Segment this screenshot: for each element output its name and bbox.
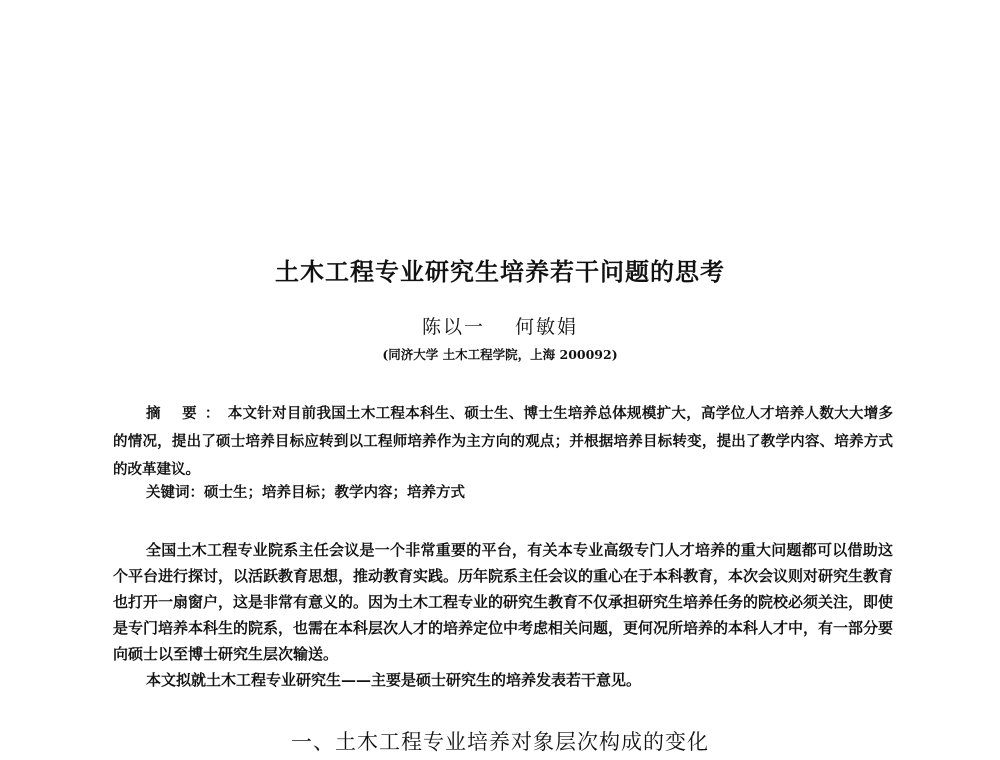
keywords-label: 关键词： bbox=[146, 485, 204, 501]
body-paragraph: 本文拟就土木工程专业研究生——主要是硕士研究生的培养发表若干意见。 bbox=[146, 671, 642, 689]
keywords-text: 硕士生；培养目标；教学内容；培养方式 bbox=[204, 485, 465, 501]
author-affiliation: (同济大学 土木工程学院，上海 200092) bbox=[382, 347, 618, 362]
author-name: 何敏娟 bbox=[515, 316, 579, 338]
paper-title: 土木工程专业研究生培养若干问题的思考 bbox=[275, 258, 725, 286]
author-name: 陈以一 bbox=[421, 316, 485, 338]
abstract-label: 摘 要： bbox=[146, 405, 228, 422]
abstract-block bbox=[113, 400, 893, 484]
section-heading: 一、土木工程专业培养对象层次构成的变化 bbox=[291, 730, 709, 754]
body-text bbox=[113, 537, 893, 693]
abstract-text: 本文针对目前我国土木工程本科生、硕士生、博士生培养总体规模扩大，高学位人才培养人数大大增多的情况，提出了硕士培养目标应转到以工程师培养作为主方向的观点；并根据培养目标转变，提出了教学内容、培养方式的改革建议。 bbox=[113, 405, 893, 478]
body-paragraph: 全国土木工程专业院系主任会议是一个非常重要的平台，有关本专业高级专门人才培养的重大问题都可以借助这个平台进行探讨，以活跃教育思想，推动教育实践。历年院系主任会议的重心在于本科教育，本次会议则对研究生教育也打开一扇窗户，这是非常有意义的。因为土木工程专业的研究生教育不仅承担研究生培养任务的院校必须关注，即使是专门培养本科生的院系，也需在本科层次人才的培养定位中考虑相关问题，更何况所培养的本科人才中，有一部分要向硕士以至博士研究生层次输送。 bbox=[113, 541, 894, 663]
author-list bbox=[0, 312, 1000, 339]
keywords-block bbox=[146, 481, 465, 502]
